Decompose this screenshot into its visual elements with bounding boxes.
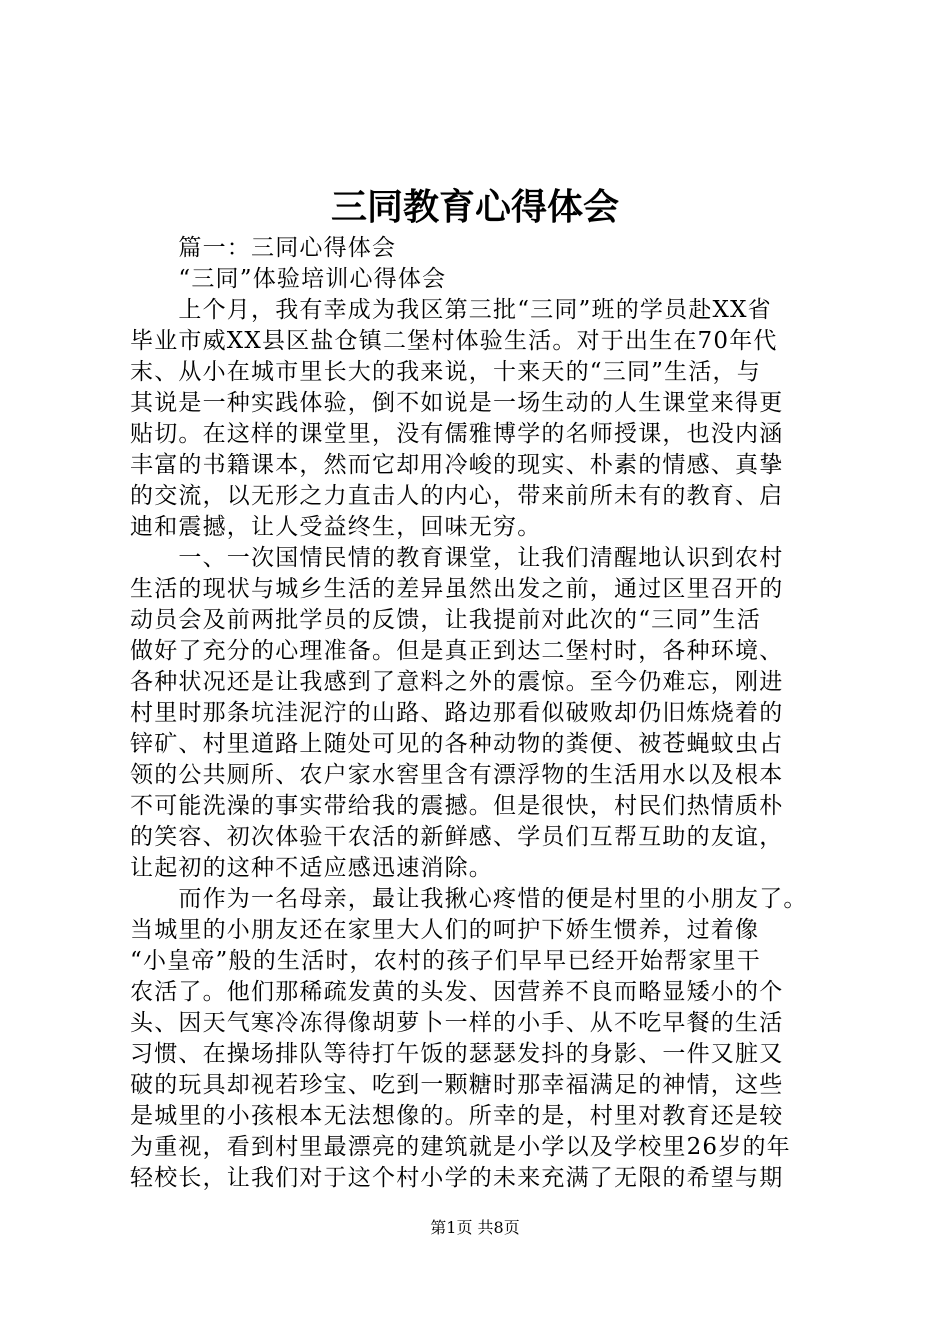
body-line: 锌矿、村里道路上随处可见的各种动物的粪便、被苍蝇蚊虫占 — [130, 731, 784, 757]
body-line: 破的玩具却视若珍宝、吃到一颗糖时那幸福满足的神情，这些 — [130, 1072, 784, 1098]
body-line: 让起初的这种不适应感迅速消除。 — [130, 855, 493, 881]
body-line: 村里时那条坑洼泥泞的山路、路边那看似破败却仍旧炼烧着的 — [130, 700, 784, 726]
body-line: “三同”体验培训心得体会 — [130, 266, 447, 292]
body-line: 贴切。在这样的课堂里，没有儒雅博学的名师授课，也没内涵 — [130, 421, 784, 447]
body-line: “小皇帝”般的生活时，农村的孩子们早早已经开始帮家里干 — [130, 948, 761, 974]
body-line: 是城里的小孩根本无法想像的。所幸的是，村里对教育还是较 — [130, 1103, 784, 1129]
body-line: 不可能洗澡的事实带给我的震撼。但是很快，村民们热情质朴 — [130, 793, 784, 819]
body-line: 而作为一名母亲，最让我揪心疼惜的便是村里的小朋友了。 — [130, 886, 808, 912]
page-footer: 第1页 共8页 — [430, 1218, 520, 1237]
body-line: 其说是一种实践体验，倒不如说是一场生动的人生课堂来得更 — [130, 390, 784, 416]
body-line: 的交流，以无形之力直击人的内心，带来前所未有的教育、启 — [130, 483, 784, 509]
body-line: 一、一次国情民情的教育课堂，让我们清醒地认识到农村 — [130, 545, 784, 571]
body-line: 生活的现状与城乡生活的差异虽然出发之前，通过区里召开的 — [130, 576, 784, 602]
body-line: 头、因天气寒冷冻得像胡萝卜一样的小手、从不吃早餐的生活 — [130, 1010, 784, 1036]
body-line: 篇一：三同心得体会 — [130, 235, 397, 261]
body-line: 迪和震撼，让人受益终生，回味无穷。 — [130, 514, 542, 540]
body-line: 农活了。他们那稀疏发黄的头发、因营养不良而略显矮小的个 — [130, 979, 784, 1005]
body-line: 轻校长，让我们对于这个村小学的未来充满了无限的希望与期 — [130, 1165, 784, 1191]
body-line: 的笑容、初次体验干农活的新鲜感、学员们互帮互助的友谊， — [130, 824, 784, 850]
body-line: 各种状况还是让我感到了意料之外的震惊。至今仍难忘，刚进 — [130, 669, 784, 695]
body-line: 当城里的小朋友还在家里大人们的呵护下娇生惯养，过着像 — [130, 917, 760, 943]
document-body — [130, 233, 832, 1194]
body-line: 丰富的书籍课本，然而它却用冷峻的现实、朴素的情感、真挚 — [130, 452, 784, 478]
body-line: 末、从小在城市里长大的我来说，十来天的“三同”生活，与 — [130, 359, 761, 385]
body-line: 动员会及前两批学员的反馈，让我提前对此次的“三同”生活 — [130, 607, 761, 633]
document-title: 三同教育心得体会 — [330, 186, 619, 228]
body-line: 上个月，我有幸成为我区第三批“三同”班的学员赴XX省 — [130, 297, 772, 323]
body-line: 为重视，看到村里最漂亮的建筑就是小学以及学校里26岁的年 — [130, 1134, 791, 1160]
body-line: 毕业市威XX县区盐仓镇二堡村体验生活。对于出生在70年代 — [130, 328, 778, 354]
body-line: 做好了充分的心理准备。但是真正到达二堡村时，各种环境、 — [130, 638, 784, 664]
body-line: 习惯、在操场排队等待打午饭的瑟瑟发抖的身影、一件又脏又 — [130, 1041, 784, 1067]
body-line: 领的公共厕所、农户家水窖里含有漂浮物的生活用水以及根本 — [130, 762, 784, 788]
